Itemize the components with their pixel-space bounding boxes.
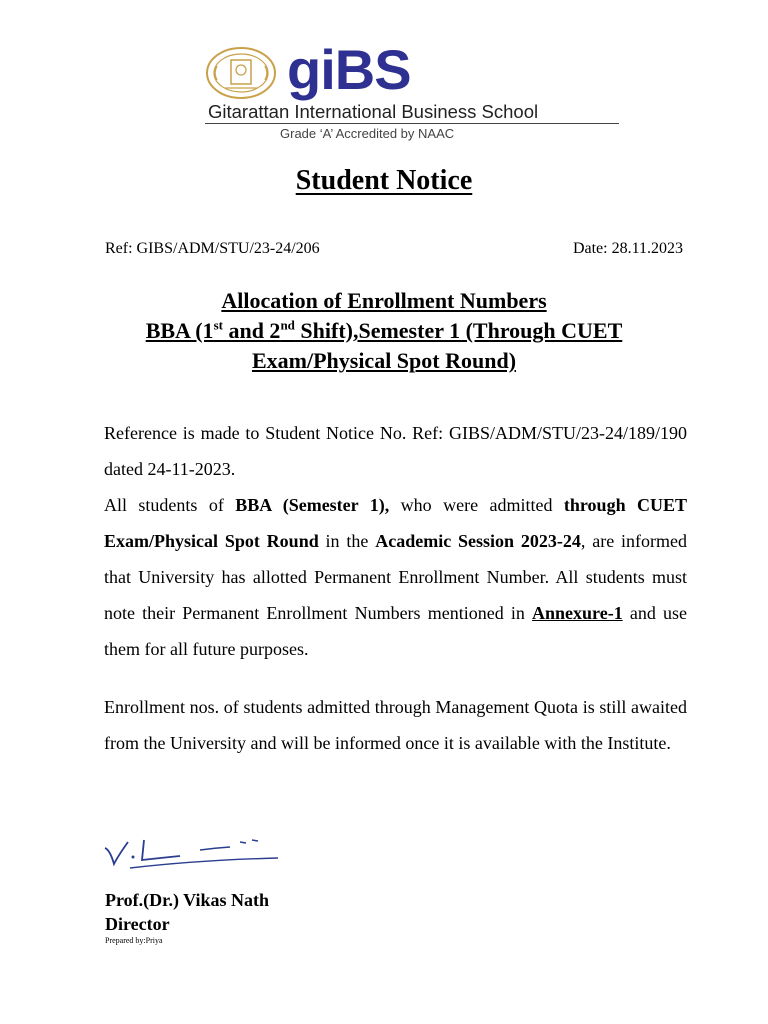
prepared-by: Prepared by:Priya bbox=[105, 936, 163, 945]
reference-number: Ref: GIBS/ADM/STU/23-24/206 bbox=[105, 240, 320, 257]
subject-line-1: Allocation of Enrollment Numbers bbox=[221, 288, 547, 313]
accreditation-text: Grade ‘A’ Accredited by NAAC bbox=[280, 126, 455, 141]
p2-text-c: who were admitted bbox=[389, 495, 564, 515]
signatory-name: Prof.(Dr.) Vikas Nath bbox=[105, 890, 270, 910]
institute-seal-icon bbox=[205, 46, 281, 100]
subject-line-2-part-c: Shift),Semester 1 (Through CUET bbox=[294, 318, 623, 343]
subject-sup-1: st bbox=[213, 317, 223, 333]
institute-name: Gitarattan International Business School bbox=[208, 101, 539, 122]
subject-sup-2: nd bbox=[280, 317, 295, 333]
subject-line-3: Exam/Physical Spot Round) bbox=[251, 348, 517, 373]
paragraph-management-quota: Enrollment nos. of students admitted through Management Quota is still awaited from the University and will be informed once it is available with the Institute. bbox=[104, 697, 687, 753]
brand-name: giBS bbox=[287, 38, 411, 101]
notice-subject bbox=[0, 286, 768, 376]
p2-admission-route: through CUET Exam/Physical Spot Round bbox=[104, 495, 688, 551]
p2-text-e: in the bbox=[318, 531, 376, 551]
p2-program: BBA (Semester 1), bbox=[235, 495, 390, 515]
notice-date: Date: 28.11.2023 bbox=[572, 240, 683, 257]
subject-line-2-part-b: and 2 bbox=[222, 318, 281, 343]
notice-title-wrap bbox=[0, 165, 768, 197]
notice-title: Student Notice bbox=[295, 165, 473, 196]
letterhead bbox=[205, 38, 620, 146]
signature-image bbox=[100, 828, 285, 878]
paragraph-reference: Reference is made to Student Notice No. Ref: GIBS/ADM/STU/23-24/189/190 dated 24-11-2023. bbox=[104, 423, 687, 479]
letterhead-divider bbox=[205, 123, 619, 124]
subject-line-2-part-a: BBA (1 bbox=[145, 318, 214, 343]
signatory-role: Director bbox=[105, 914, 170, 934]
paragraph-allocation bbox=[104, 487, 687, 667]
p2-text-g: , are informed that University has allotted Permanent Enrollment Number. All students must note their Permanent Enrollment Numbers mentioned in bbox=[104, 531, 687, 623]
annexure-link: Annexure-1 bbox=[532, 603, 623, 623]
p2-text-a: All students of bbox=[104, 495, 236, 515]
subject-line-2 bbox=[146, 316, 623, 346]
p2-text-i: and use them for all future purposes. bbox=[104, 603, 688, 659]
p2-session: Academic Session 2023-24 bbox=[375, 531, 581, 551]
